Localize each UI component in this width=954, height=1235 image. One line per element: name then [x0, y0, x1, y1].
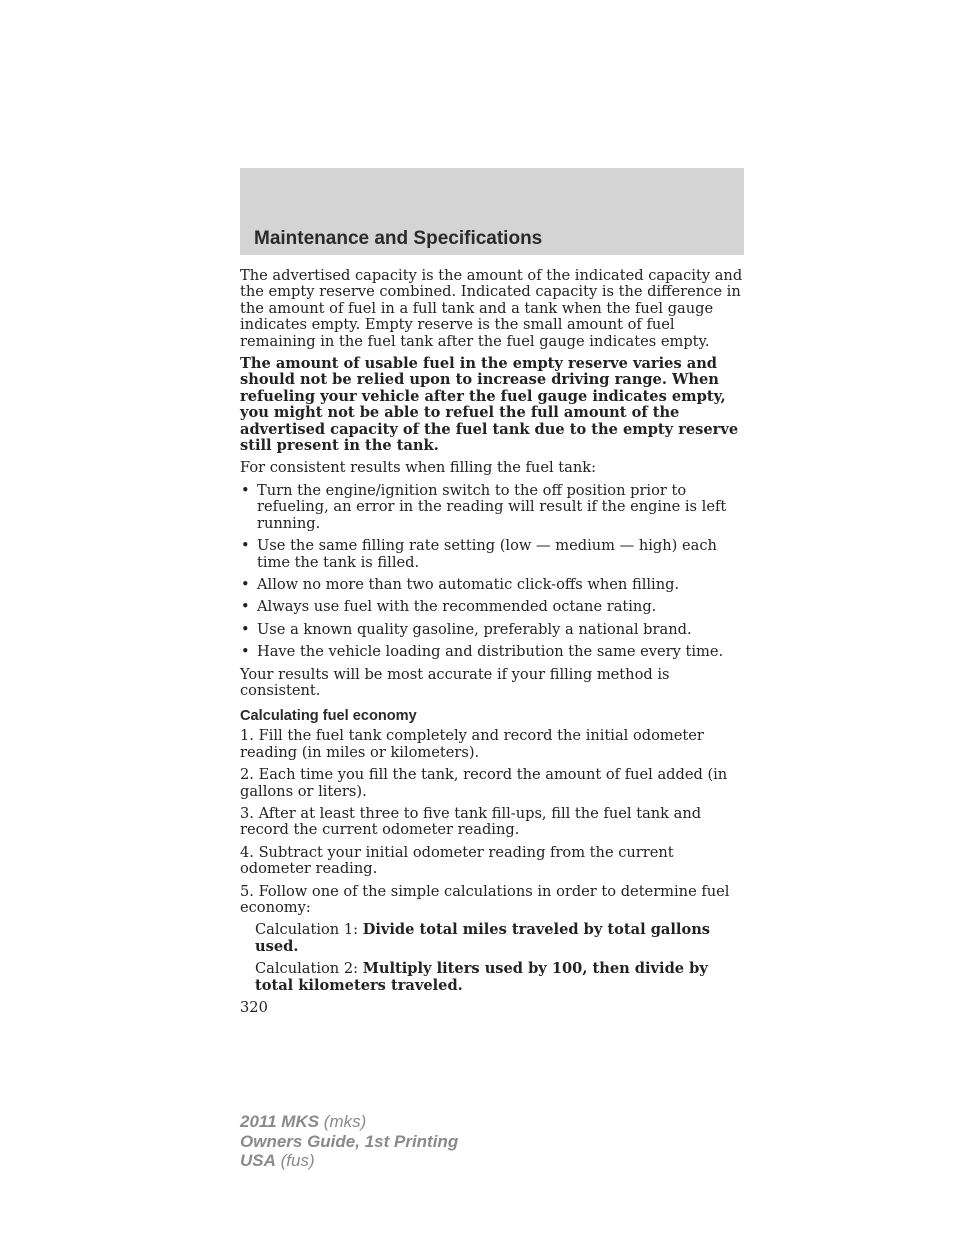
step-item: 5. Follow one of the simple calculations in order to determine fuel economy:	[240, 882, 730, 916]
step-item: 2. Each time you fill the tank, record the amount of fuel added (in gallons or liters).	[240, 766, 728, 800]
page-content	[240, 268, 746, 1022]
page-number: 320	[240, 999, 268, 1017]
footer-line-3	[240, 1151, 458, 1171]
footer-model-code: (mks)	[323, 1112, 367, 1131]
list-item: • Allow no more than two automatic click-offs when filling.	[240, 577, 746, 593]
list-item: • Have the vehicle loading and distribution the same every time.	[240, 644, 746, 660]
calculation-1	[240, 922, 746, 955]
step-item: 3. After at least three to five tank fill-ups, fill the fuel tank and record the current odometer reading.	[240, 804, 702, 839]
lead-paragraph: For consistent results when filling the fuel tank:	[240, 459, 596, 477]
footer-line-2	[240, 1132, 458, 1152]
warning-paragraph: The amount of usable fuel in the empty reserve varies and should not be relied upon to increase driving range. When refueling your vehicle after the fuel gauge indicates empty, you might not be able to refuel the full amount of the advertised capacity of the fuel tank due to the empty reserve still present in the tank.	[240, 355, 739, 455]
section-title: Maintenance and Specifications	[254, 228, 543, 249]
step-item: 4. Subtract your initial odometer reading from the current odometer reading.	[240, 843, 674, 878]
subheading: Calculating fuel economy	[240, 708, 417, 725]
footer-line-1	[240, 1112, 458, 1132]
list-item: • Turn the engine/ignition switch to the off position prior to refueling, an error in the reading will result if the engine is left running.	[240, 483, 746, 532]
footer-region-code: (fus)	[280, 1151, 315, 1170]
step-item: 1. Fill the fuel tank completely and record the initial odometer reading (in miles or kilometers).	[240, 727, 704, 761]
closing-paragraph: Your results will be most accurate if your filling method is consistent.	[240, 665, 670, 699]
footer-printing: Owners Guide, 1st Printing	[240, 1131, 459, 1151]
list-item: • Always use fuel with the recommended octane rating.	[240, 599, 746, 615]
calculation-label: Calculation 2:	[255, 960, 359, 978]
intro-paragraph: The advertised capacity is the amount of the indicated capacity and the empty reserve combined. Indicated capacity is the difference in the amount of fuel in a full tank and a tank when the fuel gauge indicates empty. Empty reserve is the small amount of fuel remaining in the fuel tank after the fuel gauge indicates empty.	[240, 267, 743, 350]
calculation-text: Multiply liters used by 100, then divide by total kilometers traveled.	[255, 960, 708, 994]
footer-region: USA	[240, 1151, 276, 1170]
footer-model: 2011 MKS	[240, 1112, 320, 1131]
calculation-2	[240, 961, 746, 994]
list-item: • Use a known quality gasoline, preferably a national brand.	[240, 622, 746, 638]
tips-list	[240, 483, 746, 661]
calculation-label: Calculation 1:	[255, 921, 359, 939]
footer-printing-info	[240, 1112, 458, 1171]
list-item: • Use the same filling rate setting (low — medium — high) each time the tank is filled.	[240, 538, 746, 571]
calculation-text: Divide total miles traveled by total gallons used.	[255, 921, 711, 955]
